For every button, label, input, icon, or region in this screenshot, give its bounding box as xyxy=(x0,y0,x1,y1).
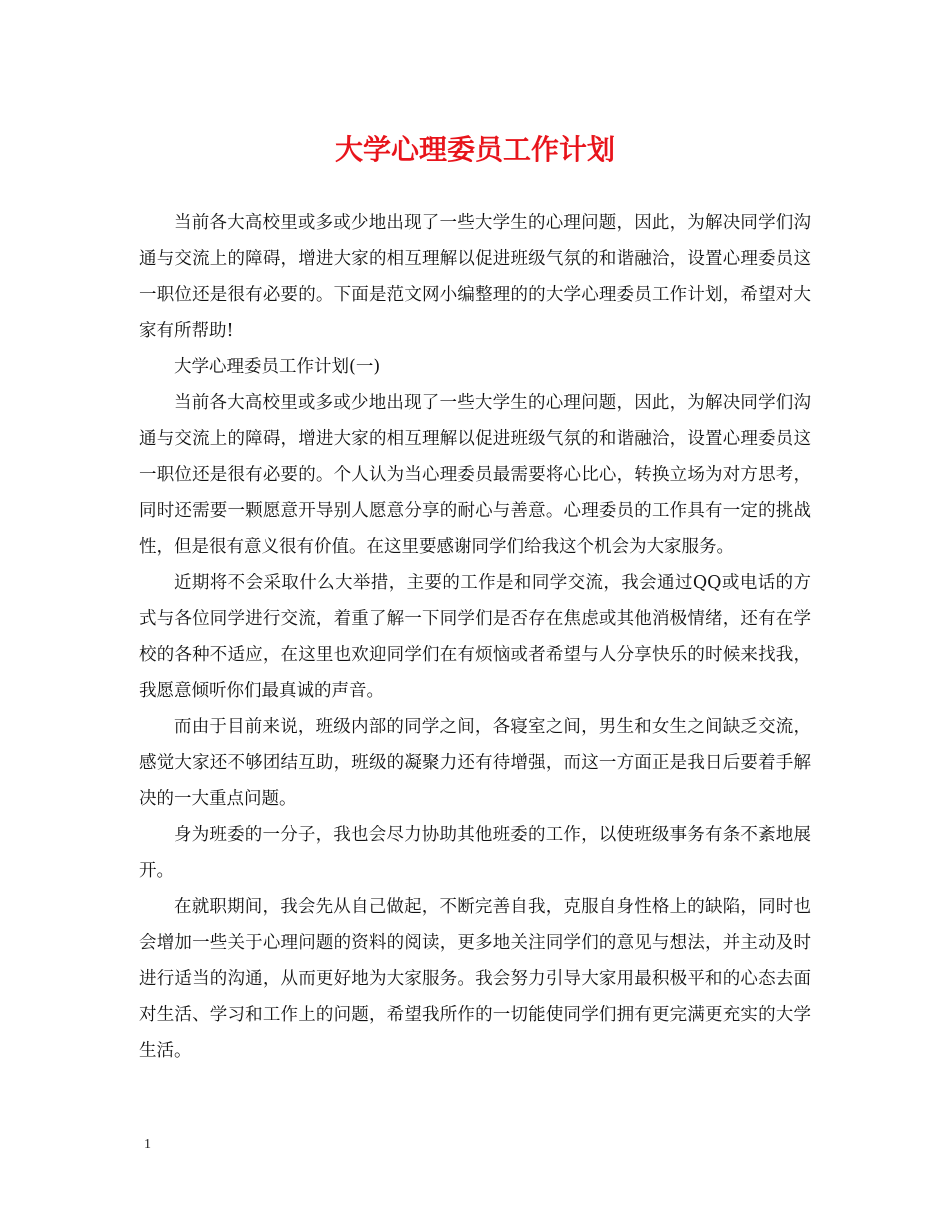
document-title: 大学心理委员工作计划 xyxy=(334,133,615,166)
page-number: 1 xyxy=(144,1137,151,1152)
paragraph-intro: 当前各大高校里或多或少地出现了一些大学生的心理问题，因此，为解决同学们沟通与交流上的障碍，增进大家的相互理解以促进班级气氛的和谐融洽，设置心理委员这一职位还是很有必要的。下面是范文网小编整理的的大学心理委员工作计划，希望对大家有所帮助! xyxy=(139,213,811,341)
paragraph: 近期将不会采取什么大举措，主要的工作是和同学交流，我会通过QQ或电话的方式与各位同学进行交流，着重了解一下同学们是否存在焦虑或其他消极情绪，还有在学校的各种不适应，在这里也欢迎同学们在有烦恼或者希望与人分享快乐的时候来找我，我愿意倾听你们最真诚的声音。 xyxy=(139,573,811,701)
paragraph: 当前各大高校里或多或少地出现了一些大学生的心理问题，因此，为解决同学们沟通与交流上的障碍，增进大家的相互理解以促进班级气氛的和谐融洽，设置心理委员这一职位还是很有必要的。个人认为当心理委员最需要将心比心，转换立场为对方思考，同时还需要一颗愿意开导别人愿意分享的耐心与善意。心理委员的工作具有一定的挑战性，但是很有意义很有价值。在这里要感谢同学们给我这个机会为大家服务。 xyxy=(139,393,811,557)
section-heading: 大学心理委员工作计划(一) xyxy=(174,357,381,377)
paragraph: 在就职期间，我会先从自己做起，不断完善自我，克服自身性格上的缺陷，同时也会增加一些关于心理问题的资料的阅读，更多地关注同学们的意见与想法，并主动及时进行适当的沟通，从而更好地为大家服务。我会努力引导大家用最积极平和的心态去面对生活、学习和工作上的问题，希望我所作的一切能使同学们拥有更完满更充实的大学生活。 xyxy=(139,897,811,1061)
paragraph: 身为班委的一分子，我也会尽力协助其他班委的工作，以使班级事务有条不紊地展开。 xyxy=(139,825,811,881)
document-body xyxy=(139,205,811,1069)
paragraph: 而由于目前来说，班级内部的同学之间，各寝室之间，男生和女生之间缺乏交流，感觉大家还不够团结互助，班级的凝聚力还有待增强，而这一方面正是我日后要着手解决的一大重点问题。 xyxy=(139,717,811,809)
